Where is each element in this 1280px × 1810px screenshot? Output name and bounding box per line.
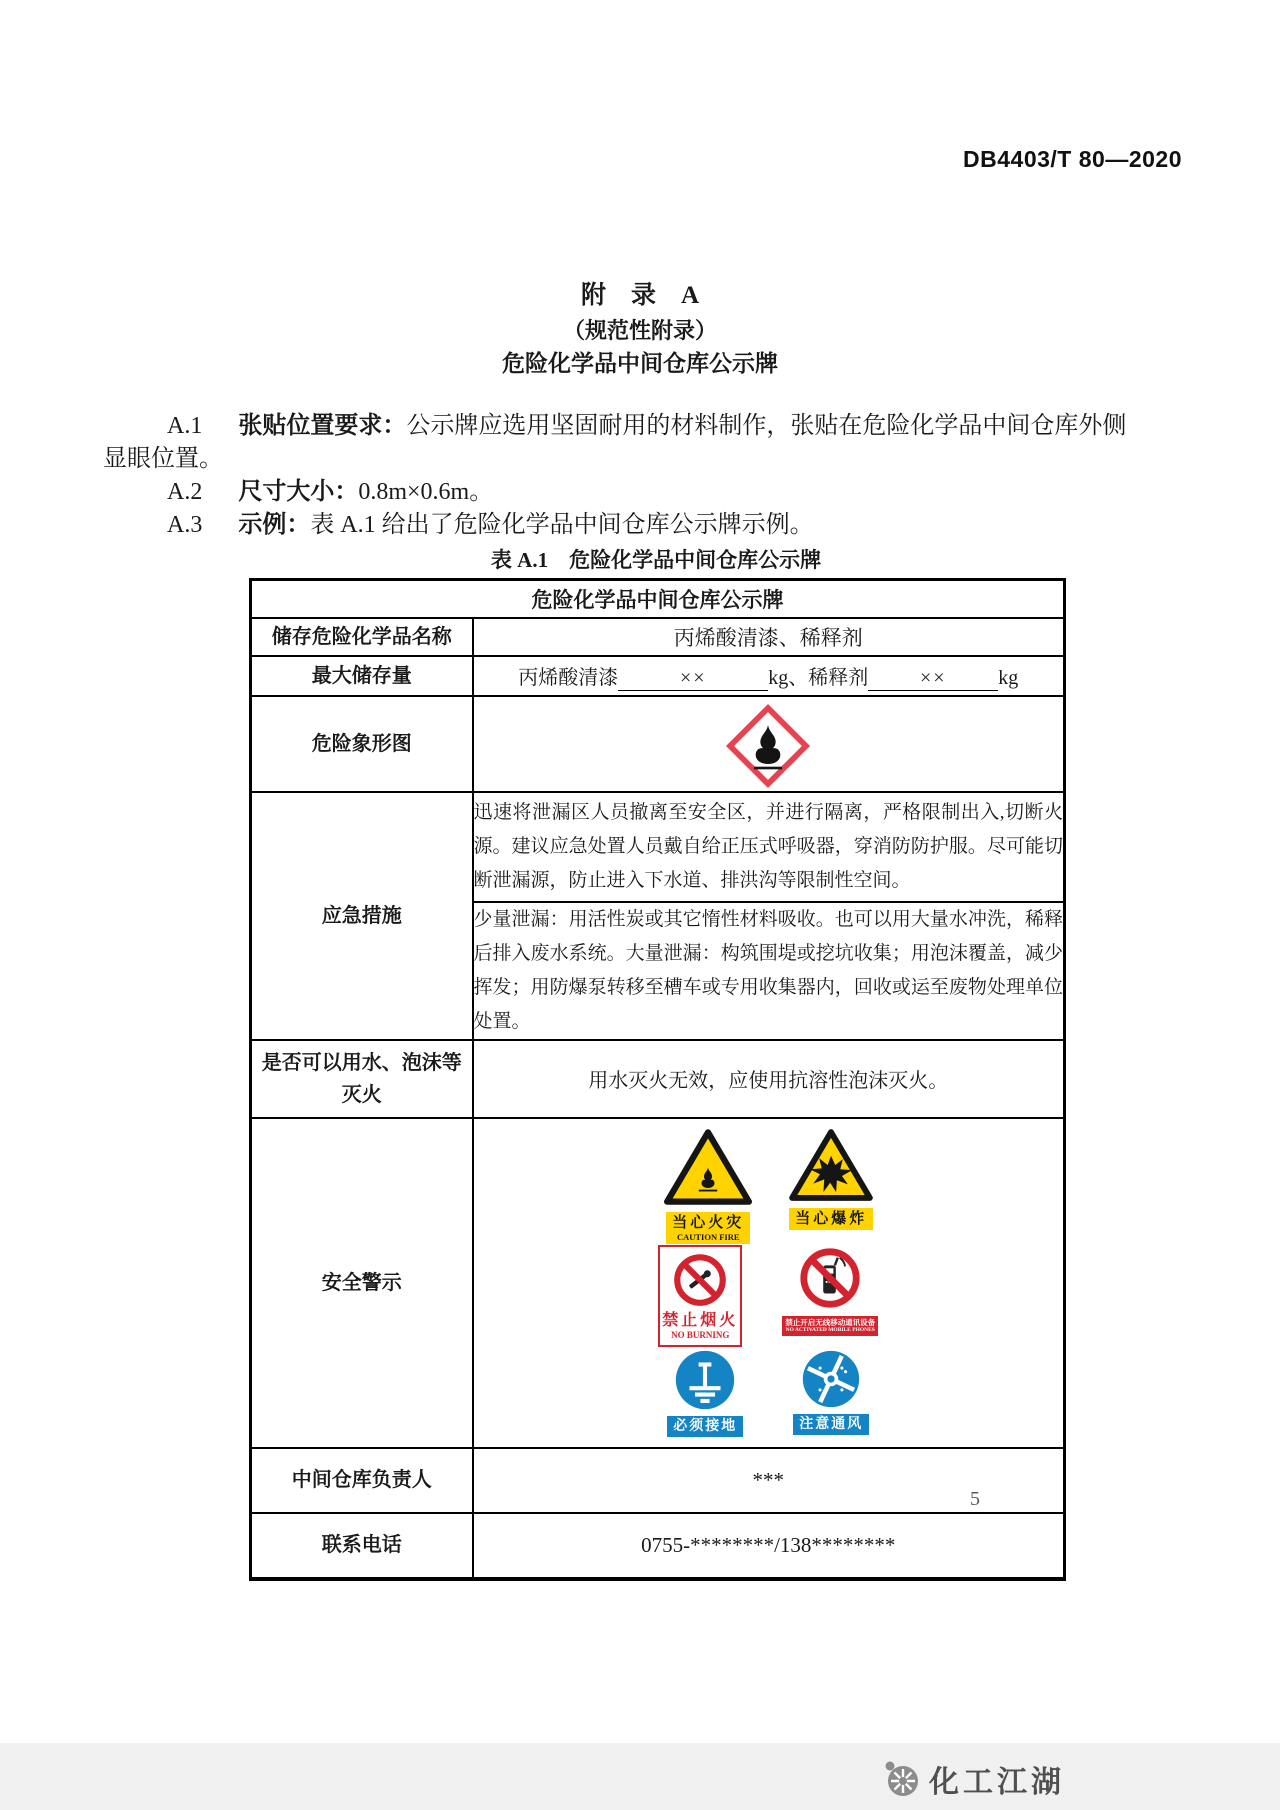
page-number: 5 (970, 1488, 980, 1510)
no-burning-icon (672, 1252, 728, 1308)
clause-a2-number: A.2 (167, 479, 203, 505)
max-qty-1: ×× (679, 666, 707, 689)
emergency-label: 应急措施 (251, 792, 473, 1040)
emergency-text-2: 少量泄漏：用活性炭或其它惰性材料吸收。也可以用大量水冲洗，稀释后排入废水系统。大量泄漏：构筑围堤或挖坑收集；用泡沫覆盖，减少挥发；用防爆泵转移至槽车或专用收集器内，回收或运至废物处理单位处置。 (473, 902, 1065, 1040)
max-unit1: kg、 (768, 666, 809, 689)
warehouse-manager-value: *** (473, 1448, 1065, 1513)
appendix-subtitle: （规范性附录） (562, 318, 717, 343)
ventilation-caption: 注意通风 (793, 1414, 869, 1435)
warehouse-manager-label: 中间仓库负责人 (251, 1448, 473, 1513)
max-qty-underline-2 (868, 667, 998, 691)
ventilation-fan-icon (801, 1349, 861, 1409)
contact-phone-label: 联系电话 (251, 1513, 473, 1579)
brand-logo (881, 1757, 1065, 1801)
max-part2: 稀释剂 (808, 666, 869, 689)
no-mobile-phone-icon (797, 1245, 863, 1311)
water-foam-value: 用水灭火无效，应使用抗溶性泡沫灭火。 (473, 1040, 1065, 1118)
contact-phone-value: 0755-********/138******** (473, 1513, 1065, 1579)
chemical-name-label: 储存危险化学品名称 (251, 618, 473, 656)
logo-icon (881, 1759, 921, 1799)
document-number: DB4403/T 80—2020 (963, 146, 1182, 172)
notice-board-table (249, 578, 1066, 1581)
max-qty-2: ×× (919, 666, 947, 689)
clause-a1 (103, 410, 1148, 476)
caution-explosion-caption: 当心爆炸 (789, 1208, 873, 1230)
max-unit2: kg (998, 666, 1019, 689)
table-caption: 表 A.1 危险化学品中间仓库公示牌 (490, 548, 822, 572)
no-mobile-phone-sign (782, 1245, 878, 1336)
max-storage-label: 最大储存量 (251, 656, 473, 696)
caution-fire-caption: 当心火灾 CAUTION FIRE (666, 1212, 750, 1244)
footer-bar (0, 1743, 1280, 1810)
caution-explosion-sign (786, 1127, 876, 1230)
no-mobile-phone-caption: 禁止开启无线移动通讯设备 NO ACTIVATED MOBILE PHONES (782, 1316, 878, 1336)
clause-a2-label: 尺寸大小： (238, 479, 359, 505)
clause-a1-text: 公示牌应选用坚固耐用的材料制作，张贴在危险化学品中间仓库外侧显眼位置。 (103, 413, 1127, 472)
caution-explosion-icon (786, 1127, 876, 1203)
warning-signs-row (474, 1127, 1064, 1244)
caution-fire-sign (660, 1127, 756, 1244)
appendix-title: 附 录 A (580, 282, 700, 309)
clause-a1-number: A.1 (167, 413, 203, 439)
grounding-required-sign (667, 1349, 743, 1437)
clause-a2 (103, 476, 1148, 509)
appendix-heading: 危险化学品中间仓库公示牌 (502, 351, 778, 376)
pictogram-cell (473, 696, 1065, 792)
emergency-text-1: 迅速将泄漏区人员撤离至安全区，并进行隔离，严格限制出入,切断火源。建议应急处置人员戴自给正压式呼吸器，穿消防防护服。尽可能切断泄漏源，防止进入下水道、排洪沟等限制性空间。 (473, 792, 1065, 902)
no-burning-sign: 禁止烟火 NO BURNING (658, 1245, 742, 1347)
ghs-flammable-pictogram-icon (724, 702, 812, 790)
clauses (103, 410, 1148, 542)
safety-warning-cell (473, 1118, 1065, 1448)
pictogram-label: 危险象形图 (251, 696, 473, 792)
max-part1: 丙烯酸清漆 (518, 666, 619, 689)
mandatory-signs-row (474, 1349, 1064, 1437)
max-qty-underline-1 (618, 667, 768, 691)
clause-a2-text: 0.8m×0.6m。 (358, 479, 494, 505)
clause-a3-text: 表 A.1 给出了危险化学品中间仓库公示牌示例。 (310, 512, 814, 538)
safety-signs (474, 1120, 1064, 1446)
brand-text: 化工江湖 (929, 1766, 1065, 1799)
max-storage-value (473, 656, 1065, 696)
table-title: 危险化学品中间仓库公示牌 (251, 580, 1065, 618)
grounding-icon (674, 1349, 736, 1411)
grounding-caption: 必须接地 (667, 1416, 743, 1437)
water-foam-label: 是否可以用水、泡沫等灭火 (251, 1040, 473, 1118)
clause-a1-label: 张贴位置要求： (238, 413, 407, 439)
ventilation-sign (793, 1349, 869, 1435)
clause-a3 (103, 509, 1148, 542)
clause-a3-number: A.3 (167, 512, 203, 538)
appendix-title-block (15, 280, 1265, 379)
prohibition-signs-row (474, 1245, 1064, 1347)
chemical-name-value: 丙烯酸清漆、稀释剂 (473, 618, 1065, 656)
safety-warning-label: 安全警示 (251, 1118, 473, 1448)
caution-fire-icon (660, 1127, 756, 1207)
clause-a3-label: 示例： (238, 512, 311, 538)
